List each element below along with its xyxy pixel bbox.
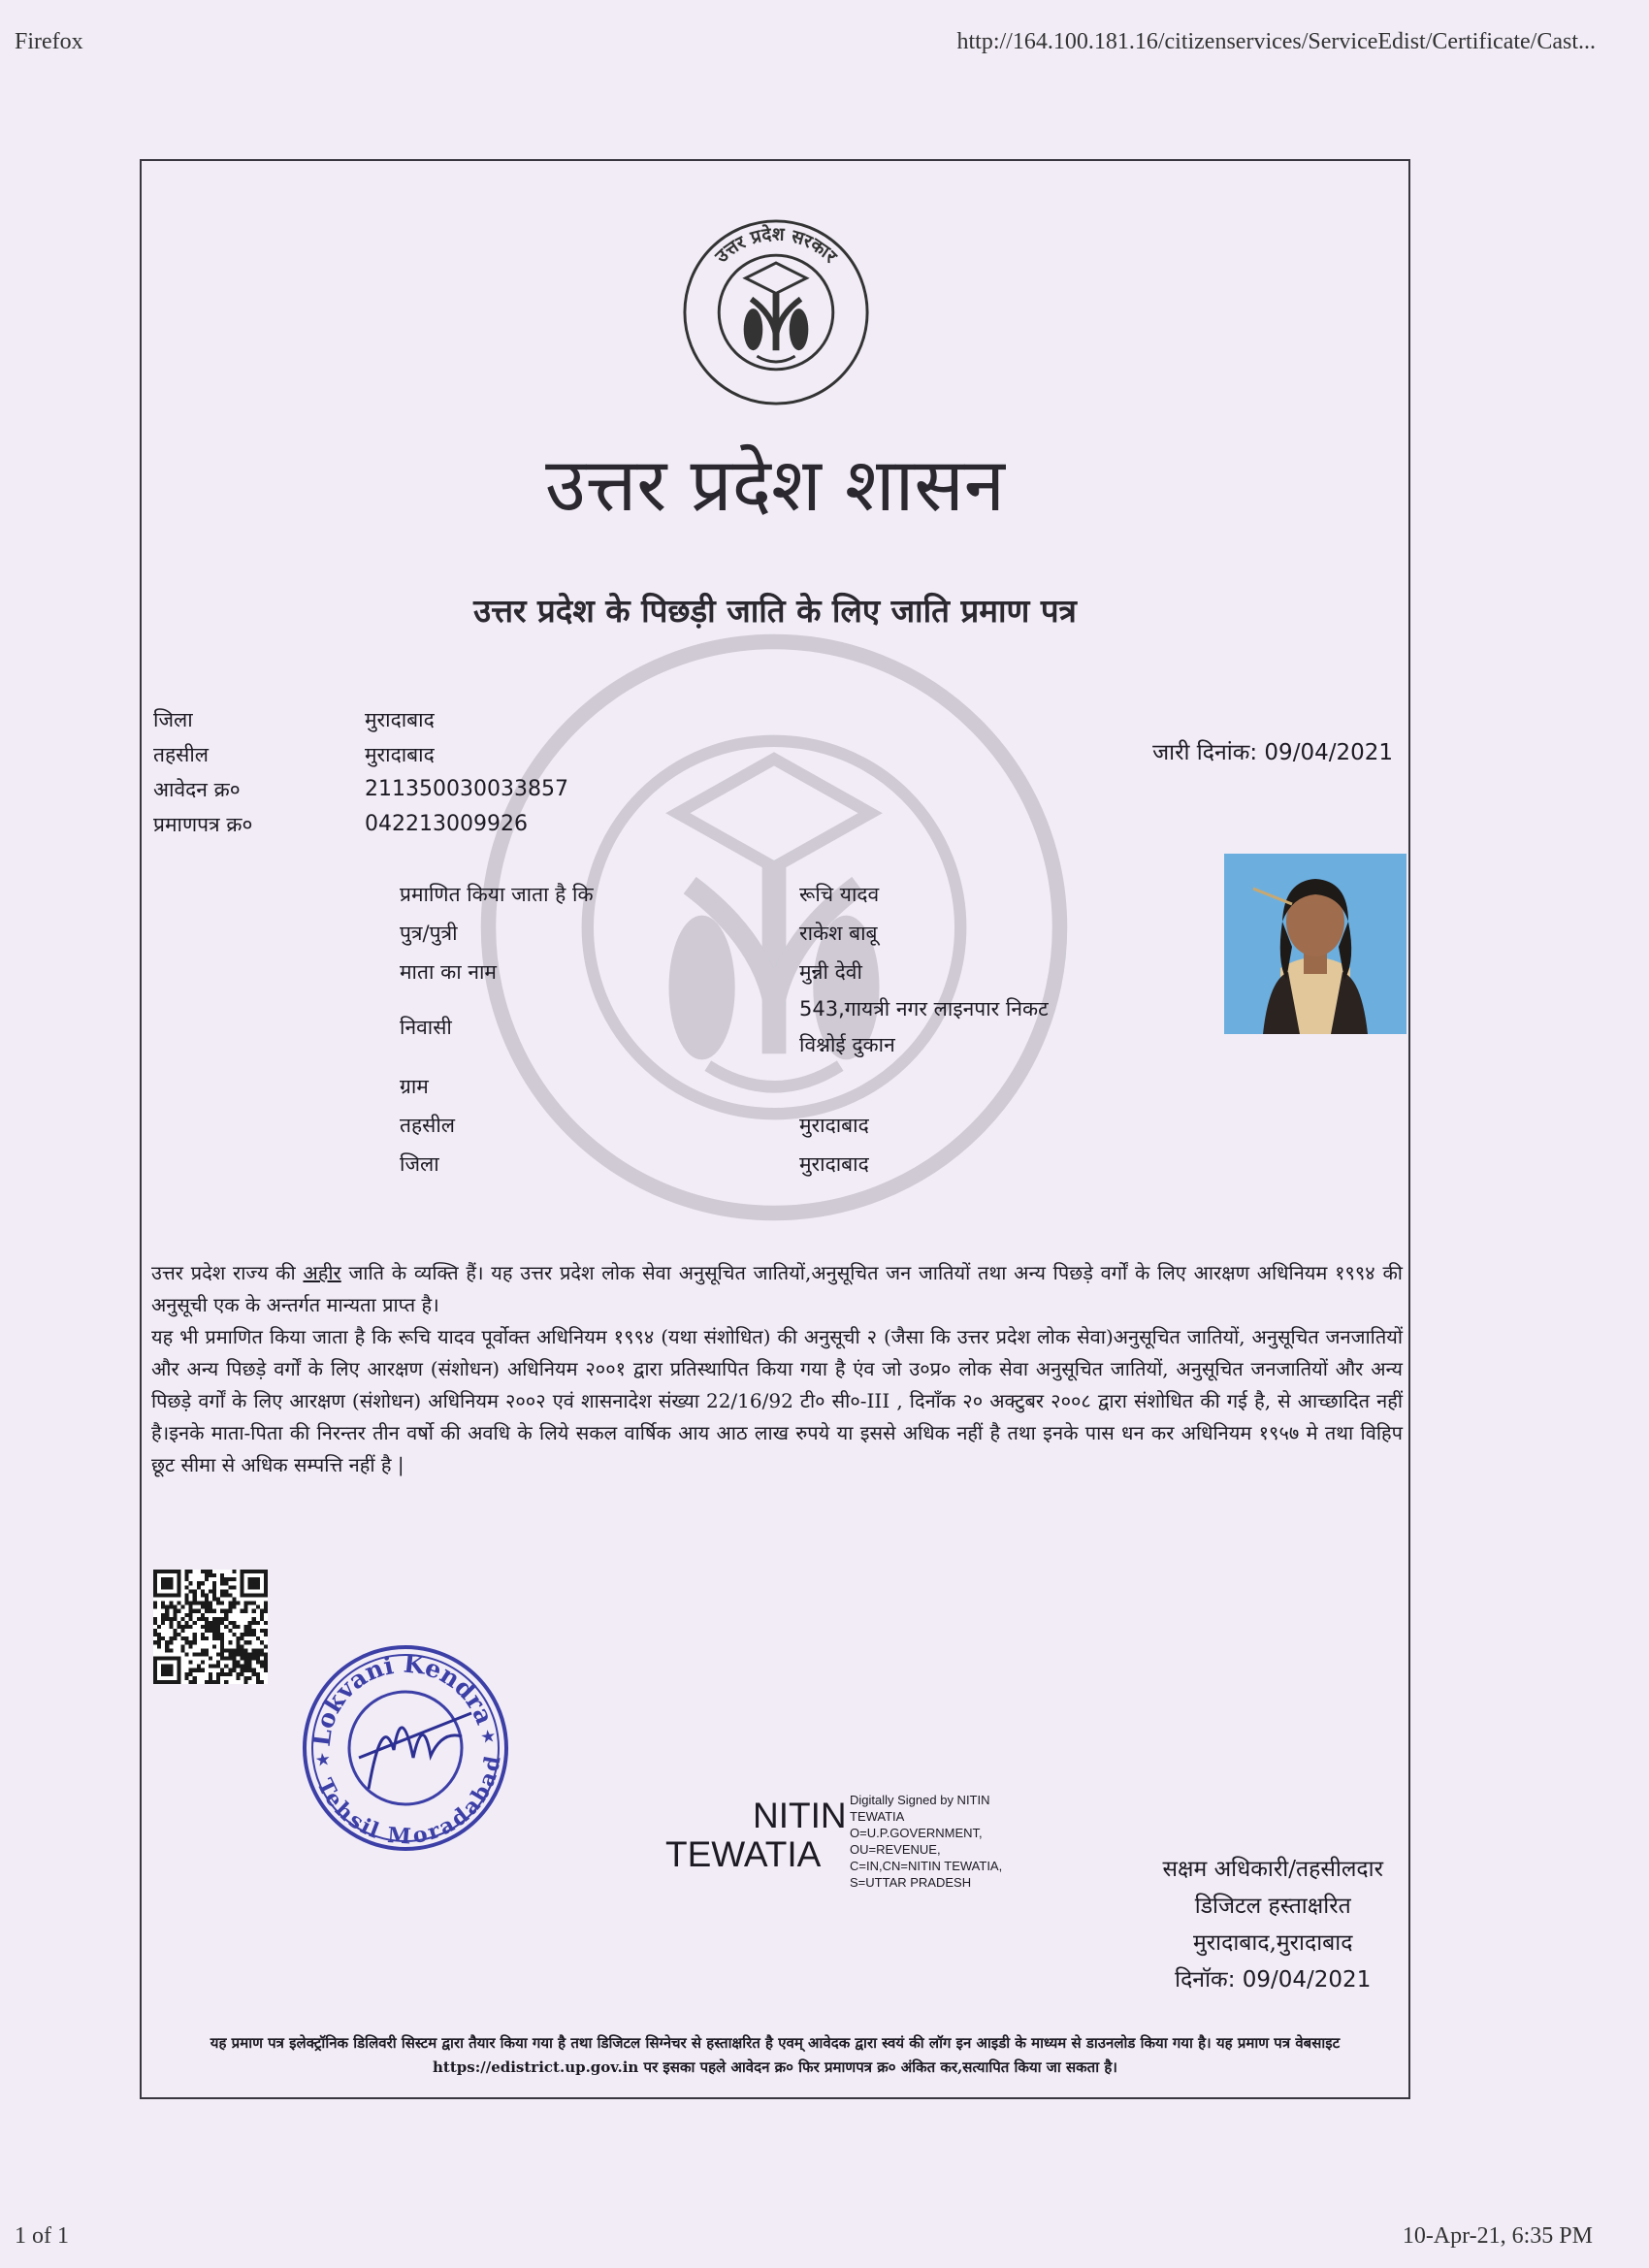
- applicant-details: [400, 881, 1168, 1189]
- issue-date: जारी दिनांक: 09/04/2021: [1152, 740, 1393, 765]
- body-paragraph-2: यह भी प्रमाणित किया जाता है कि रूचि यादव पूर्वोक्त अधिनियम १९९४ (यथा संशोधित) की अनुसूची २ (जैसा कि उत्तर प्रदेश लोक सेवा)अनुसूचित जातियों, अनुसूचित जनजातियों और अन्य पिछड़े वर्गों के लिए आरक्षण (संशोधन) अधिनियम २००१ द्वारा प्रतिस्थापित किया गया है एंव जो उ०प्र० लोक सेवा अनुसूचित जातियों, अनुसूचित जनजातियों और अन्य पिछड़े वर्गों के लिए आरक्षण (संशोधन) अधिनियम २००२ एवं शासनादेश संख्या 22/16/92 टी० सी०-III , दिनाँक २० अक्टुबर २००८ द्वारा संशोधित की गई है, से आच्छादित नहीं है।इनके माता-पिता की निरन्तर तीन वर्षो की अवधि के लिये सकल वार्षिक आय आठ लाख रुपये या इससे अधिक नहीं है तथा इनके पास धन कर अधिनियम १९५७ मे तथा विहिप छूट सीमा से अधिक सम्पत्ति नहीं है |: [151, 1325, 1403, 1476]
- meta-district-label: जिला: [153, 708, 193, 731]
- print-header-url: http://164.100.181.16/citizenservices/ServiceEdist/Certificate/Cast...: [956, 29, 1596, 54]
- meta-row-application-no: [153, 772, 568, 807]
- qr-code: [153, 1570, 268, 1684]
- svg-text:★: ★: [478, 1725, 498, 1749]
- issuing-authority: [1162, 1851, 1383, 1998]
- government-title: उत्तर प्रदेश शासन: [545, 441, 1005, 528]
- resident-address-line2: विश्नोई दुकान: [799, 1033, 895, 1056]
- svg-text:उत्तर प्रदेश सरकार: [711, 222, 841, 268]
- detail-tehsil-value: मुरादाबाद: [799, 1114, 869, 1137]
- detail-district-value: मुरादाबाद: [799, 1152, 869, 1176]
- digital-signature: [665, 1778, 1034, 1924]
- authority-location: मुरादाबाद,मुरादाबाद: [1192, 1930, 1353, 1956]
- child-of-label: पुत्र/पुत्री: [400, 922, 458, 945]
- authority-date: दिनॉक: 09/04/2021: [1175, 1967, 1372, 1993]
- caste-name: अहीर: [303, 1261, 341, 1284]
- mother-name: मुन्नी देवी: [799, 960, 862, 984]
- emblem-text: उत्तर प्रदेश सरकार: [711, 224, 841, 268]
- meta-application-no-label: आवेदन क्र०: [153, 778, 241, 801]
- meta-row-certificate-no: [153, 807, 568, 842]
- meta-tehsil-value: मुरादाबाद: [365, 743, 435, 766]
- seal-text-bottom: Tehsil Moradabad: [311, 1754, 506, 1850]
- lokvani-kendra-seal: [301, 1643, 510, 1853]
- meta-row-tehsil: [153, 737, 568, 772]
- caste-certificate: [140, 159, 1410, 2099]
- certificate-footnote: यह प्रमाण पत्र इलेक्ट्रॉनिक डिलिवरी सिस्टम द्वारा तैयार किया गया है तथा डिजिटल सिग्नेचर से हस्ताक्षरित है एवम् आवेदक द्वारा स्वयं की लॉग इन आइडी के माध्यम से डाउनलोड किया गया है। यह प्रमाण पत्र वेबसाइट https://edistrict.up.gov.in पर इसका पहले आवेदन क्र० फिर प्रमाणपत्र क्र० अंकित कर,सत्यापित किया जा सकता है।: [210, 2034, 1341, 2076]
- print-header-app: Firefox: [15, 29, 83, 54]
- detail-row-village: [400, 1069, 1168, 1112]
- village-value: [799, 1073, 1168, 1112]
- resident-label: निवासी: [400, 1016, 452, 1039]
- detail-tehsil-label: तहसील: [400, 1114, 455, 1137]
- detail-row-certified: [400, 881, 1168, 920]
- svg-text:Tehsil Moradabad: [310, 1748, 510, 1853]
- signer-name-line2: TEWATIA: [665, 1834, 822, 1874]
- print-footer-page: 1 of 1: [15, 2223, 69, 2249]
- detail-row-tehsil: [400, 1112, 1168, 1150]
- father-name: राकेश बाबू: [799, 922, 878, 945]
- detail-row-district: [400, 1150, 1168, 1189]
- certificate-title: उत्तर प्रदेश के पिछड़ी जाति के लिए जाति प्रमाण पत्र: [473, 592, 1077, 630]
- detail-row-child-of: [400, 920, 1168, 958]
- applicant-photo: [1224, 854, 1406, 1034]
- body-paragraph-1: [151, 1257, 1403, 1321]
- village-label: ग्राम: [400, 1075, 429, 1098]
- meta-application-no-value: 211350030033857: [365, 777, 568, 801]
- detail-row-mother: [400, 958, 1168, 991]
- certificate-body: [151, 1257, 1403, 1481]
- detail-district-label: जिला: [400, 1152, 439, 1176]
- body-p1-start: उत्तर प्रदेश राज्य की: [151, 1261, 304, 1284]
- certified-label: प्रमाणित किया जाता है कि: [400, 883, 594, 906]
- meta-row-district: [153, 702, 568, 737]
- body-p1-rest: जाति के व्यक्ति हैं। यह उत्तर प्रदेश लोक सेवा अनुसूचित जातियों,अनुसूचित जन जातियों तथा अन्य पिछड़े वर्गों के लिए आरक्षण अधिनियम १९९४ की अनुसूची एक के अन्तर्गत मान्यता प्राप्त है।: [151, 1261, 1403, 1316]
- svg-text:★: ★: [313, 1748, 333, 1771]
- authority-digital-signed: डिजिटल हस्ताक्षरित: [1194, 1894, 1351, 1919]
- resident-address-line1: 543,गायत्री नगर लाइनपार निकट: [799, 997, 1049, 1021]
- signature-details: Digitally Signed by NITIN TEWATIA O=U.P.GOVERNMENT, OU=REVENUE, C=IN,CN=NITIN TEWATIA, S=UTTAR PRADESH: [850, 1793, 1003, 1890]
- seal-text-top: Lokvani Kendra: [307, 1649, 500, 1748]
- up-government-emblem-icon: [681, 217, 871, 407]
- certificate-meta: [153, 702, 568, 842]
- meta-district-value: मुरादाबाद: [365, 708, 435, 731]
- signer-name-line1: NITIN: [753, 1796, 847, 1835]
- svg-text:Lokvani Kendra: [301, 1643, 500, 1752]
- meta-tehsil-label: तहसील: [153, 743, 209, 766]
- print-footer-datetime: 10-Apr-21, 6:35 PM: [1402, 2223, 1593, 2249]
- authority-designation: सक्षम अधिकारी/तहसीलदार: [1162, 1857, 1383, 1882]
- meta-certificate-no-value: 042213009926: [365, 812, 528, 836]
- resident-address: [799, 991, 1168, 1069]
- mother-label: माता का नाम: [400, 960, 497, 984]
- applicant-name: रूचि यादव: [799, 883, 880, 906]
- detail-row-resident: [400, 991, 1168, 1069]
- meta-certificate-no-label: प्रमाणपत्र क्र०: [153, 813, 253, 836]
